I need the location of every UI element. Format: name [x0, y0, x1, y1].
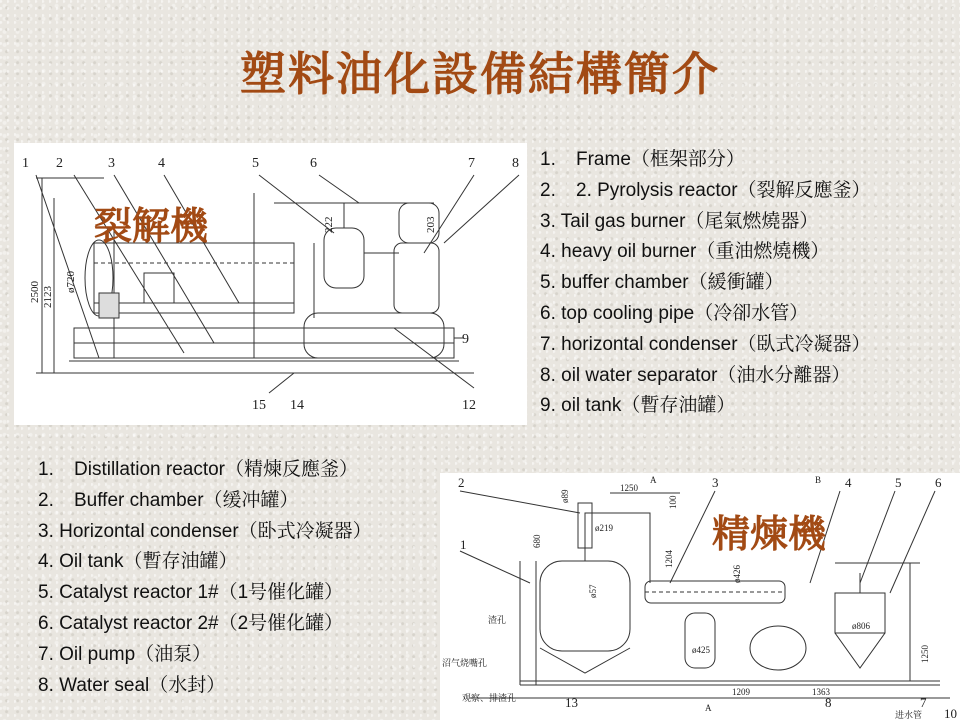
- callout-15: 15: [252, 398, 266, 413]
- dim-57: ø57: [588, 584, 598, 598]
- annotation-slag-hole: 渣孔: [488, 615, 507, 625]
- list-item: 7. horizontal condenser（臥式冷凝器）: [540, 333, 871, 355]
- dim-1204: 1204: [664, 550, 674, 568]
- list-item: 9. oil tank（暫存油罐）: [540, 395, 736, 417]
- callout-13: 13: [565, 695, 578, 710]
- callout-7: 7: [468, 156, 475, 171]
- callout-2: 2: [56, 156, 63, 171]
- callout-7: 7: [920, 695, 927, 710]
- dim-222: 222: [323, 216, 335, 233]
- callout-5: 5: [252, 156, 259, 171]
- callout-9: 9: [462, 332, 469, 347]
- list-item: 7. Oil pump（油泵）: [38, 643, 212, 665]
- callout-12: 12: [462, 398, 476, 413]
- annotation-inspection-slag-hole: 观察、排渣孔: [462, 693, 517, 703]
- list-item: 4. Oil tank（暫存油罐）: [38, 551, 238, 573]
- dim-1363: 1363: [812, 687, 830, 697]
- section-mark-a-bottom: A: [705, 703, 712, 713]
- dim-426: ø426: [732, 565, 742, 583]
- annotation-biogas-burner-hole: 沼气烧嘴孔: [442, 658, 488, 668]
- pyrolysis-component-list: [540, 145, 871, 422]
- pyrolysis-drawing-svg: [14, 143, 527, 425]
- callout-3: 3: [108, 156, 115, 171]
- list-item: 8. Water seal（水封）: [38, 674, 226, 696]
- dim-203: 203: [425, 216, 437, 233]
- list-item: 6. Catalyst reactor 2#（2号催化罐）: [38, 612, 344, 634]
- list-item: 4. heavy oil burner（重油燃燒機）: [540, 241, 830, 263]
- callout-6: 6: [935, 475, 942, 490]
- list-item: 3. Tail gas burner（尾氣燃燒器）: [540, 210, 819, 232]
- dim-100: 100: [668, 495, 678, 509]
- refining-machine-drawing: [440, 473, 960, 720]
- page-title: 塑料油化設備結構簡介: [240, 47, 720, 101]
- list-item: 2. 2. Pyrolysis reactor（裂解反應釜）: [540, 179, 871, 201]
- refining-machine-label: 精煉機: [712, 512, 827, 556]
- dim-425: ø425: [692, 645, 710, 655]
- pyrolysis-machine-label: 裂解機: [94, 204, 209, 248]
- refining-component-list: [38, 455, 372, 701]
- callout-8: 8: [825, 695, 832, 710]
- list-item: 1. Frame（框架部分）: [540, 149, 745, 170]
- section-mark-b: B: [815, 475, 822, 485]
- dim-720: ø720: [65, 271, 77, 293]
- callout-6: 6: [310, 156, 317, 171]
- callout-10: 10: [944, 706, 957, 720]
- callout-1: 1: [22, 156, 29, 171]
- callout-5: 5: [895, 475, 902, 490]
- callout-8: 8: [512, 156, 519, 171]
- refining-drawing-svg: [440, 473, 960, 720]
- callout-4: 4: [845, 475, 852, 490]
- list-item: 3. Horizontal condenser（卧式冷凝器）: [38, 520, 372, 542]
- list-item: 5. buffer chamber（緩衝罐）: [540, 272, 784, 294]
- dim-89: ø89: [560, 489, 570, 503]
- list-item: 1. Distillation reactor（精煉反應釜）: [38, 459, 358, 480]
- dim-680: 680: [532, 534, 542, 548]
- pyrolysis-machine-drawing: [14, 143, 527, 425]
- callout-2: 2: [458, 475, 465, 490]
- list-item: 2. Buffer chamber（缓冲罐）: [38, 489, 299, 511]
- list-item: 8. oil water separator（油水分離器）: [540, 364, 851, 386]
- dim-2123: 2123: [42, 286, 54, 308]
- dim-2500: 2500: [29, 281, 41, 303]
- annotation-water-inlet: 进水管: [895, 710, 923, 720]
- list-item: 5. Catalyst reactor 1#（1号催化罐）: [38, 582, 344, 604]
- callout-3: 3: [712, 475, 719, 490]
- dim-1209: 1209: [732, 687, 750, 697]
- callout-1: 1: [460, 537, 467, 552]
- dim-1250-side: 1250: [920, 645, 930, 663]
- dim-806: ø806: [852, 621, 870, 631]
- list-item: 6. top cooling pipe（冷卻水管）: [540, 302, 809, 324]
- section-mark-a: A: [650, 475, 657, 485]
- dim-1250-top: 1250: [620, 483, 638, 493]
- callout-14: 14: [290, 398, 304, 413]
- callout-4: 4: [158, 156, 165, 171]
- dim-219: ø219: [595, 523, 613, 533]
